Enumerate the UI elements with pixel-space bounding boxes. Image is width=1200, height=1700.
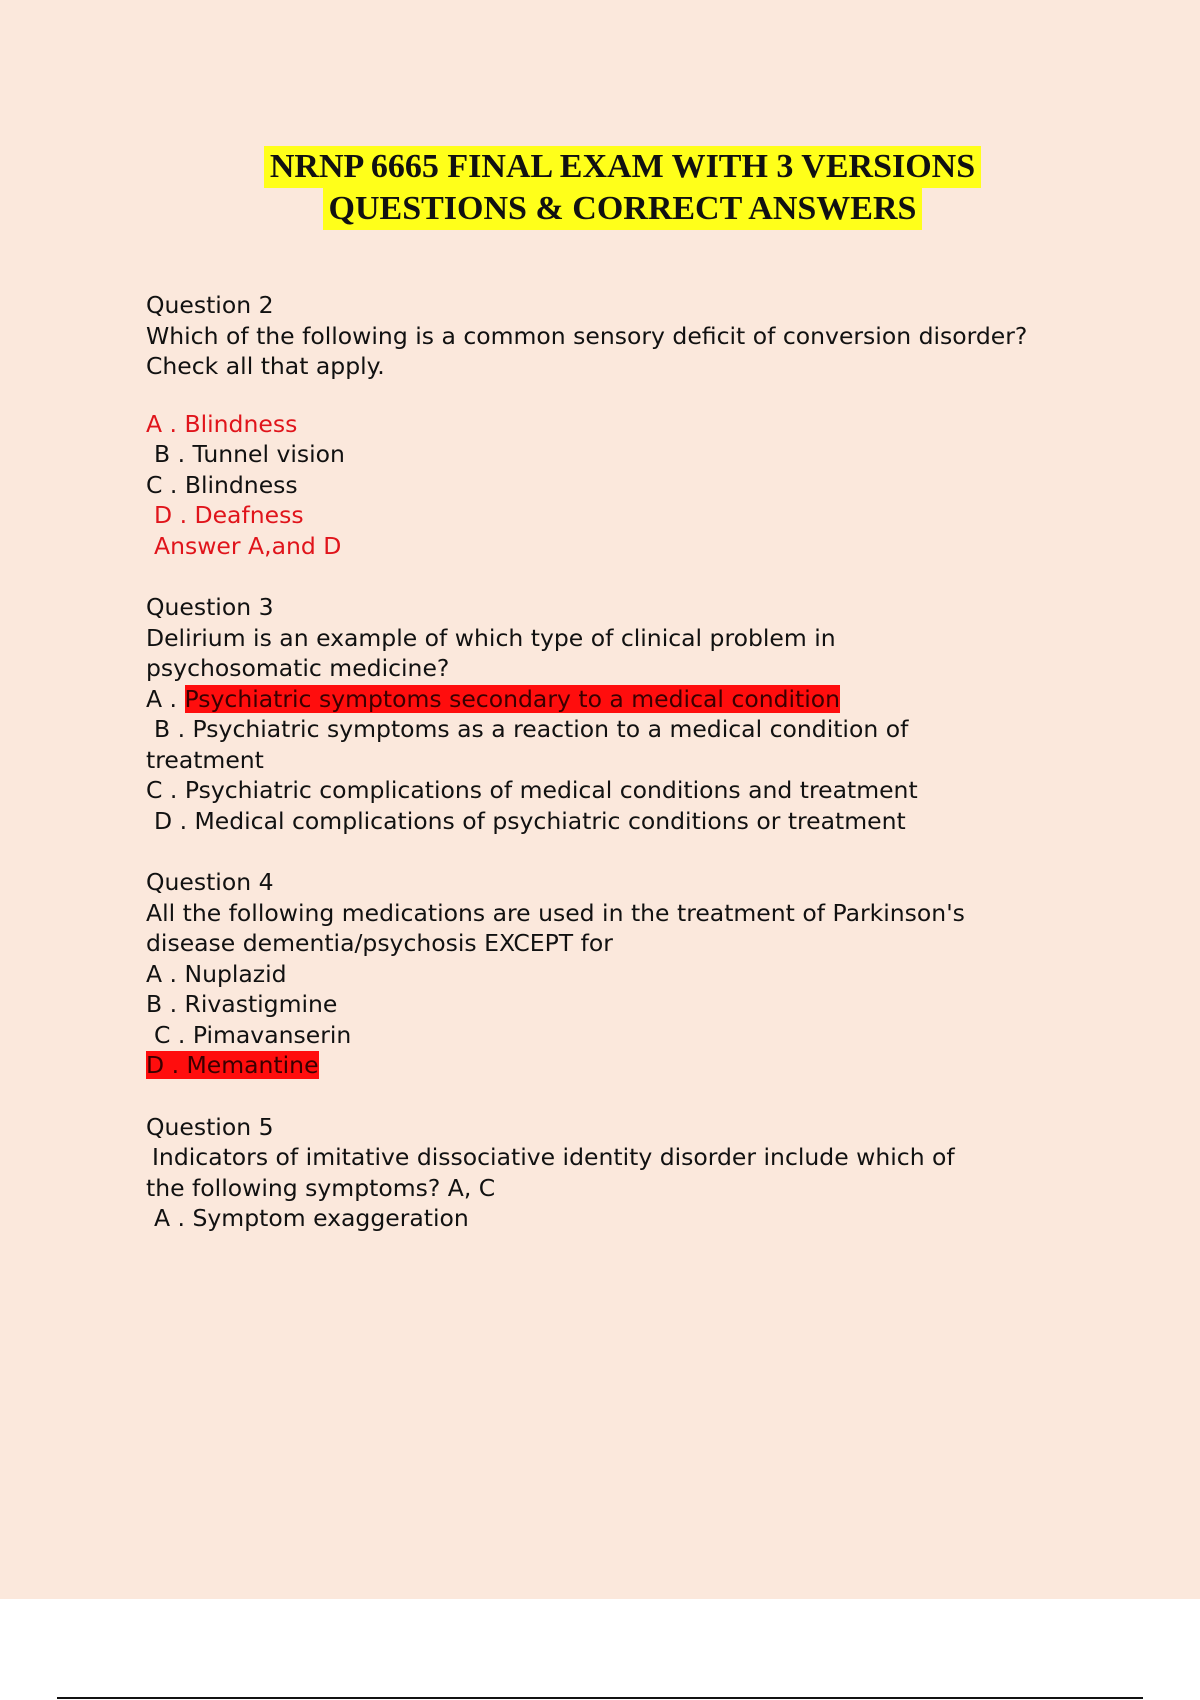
question-text: All the following medications are used in the treatment of Parkinson's: [146, 898, 965, 927]
option-c: C . Pimavanserin: [154, 1020, 352, 1049]
question-heading: Question 2: [146, 291, 274, 319]
option-a: A . Symptom exaggeration: [154, 1204, 469, 1232]
option-b: B . Rivastigmine: [146, 990, 338, 1018]
question-block: [146, 867, 1086, 1081]
question-text: the following symptoms? A, C: [146, 1173, 496, 1202]
option-b: B . Tunnel vision: [154, 440, 345, 468]
option-a: A . Nuplazid: [146, 959, 287, 988]
question-text: Which of the following is a common sensory deficit of conversion disorder?: [146, 321, 1028, 350]
option-d-highlight: D . Memantine: [146, 1051, 319, 1079]
footer-divider: [57, 1697, 1143, 1699]
option-d-correct: D . Deafness: [154, 501, 304, 529]
question-heading: Question 5: [146, 1112, 274, 1141]
answer-text: Answer A,and D: [154, 531, 342, 560]
option-d: D . Medical complications of psychiatric conditions or treatment: [154, 806, 906, 835]
question-heading: Question 3: [146, 593, 274, 621]
option-a-highlighted-answer: Psychiatric symptoms secondary to a medical condition: [184, 684, 841, 713]
question-block: [146, 592, 1086, 836]
question-text: psychosomatic medicine?: [146, 654, 450, 682]
questions-content: [146, 290, 1086, 1234]
option-a: [146, 684, 1086, 715]
option-b-continued: treatment: [146, 745, 264, 774]
option-d-highlighted-answer: [146, 1050, 1086, 1081]
question-text: Check all that apply.: [146, 352, 385, 380]
question-text: Indicators of imitative dissociative identity disorder include which of: [152, 1143, 955, 1171]
option-c: C . Blindness: [146, 470, 298, 499]
title-line-1: NRNP 6665 FINAL EXAM WITH 3 VERSIONS: [264, 146, 981, 188]
option-a-prefix: A .: [146, 684, 185, 713]
option-b: B . Psychiatric symptoms as a reaction to a medical condition of: [154, 715, 909, 743]
title-line-2: QUESTIONS & CORRECT ANSWERS: [323, 188, 923, 230]
question-block: [146, 290, 1086, 561]
option-a-correct: A . Blindness: [146, 409, 298, 438]
question-text: Delirium is an example of which type of clinical problem in: [146, 623, 836, 652]
option-c: C . Psychiatric complications of medical conditions and treatment: [146, 776, 918, 804]
question-block: [146, 1112, 1086, 1234]
question-heading: Question 4: [146, 868, 274, 896]
document-title: [0, 146, 1200, 230]
question-text: disease dementia/psychosis EXCEPT for: [146, 929, 613, 957]
